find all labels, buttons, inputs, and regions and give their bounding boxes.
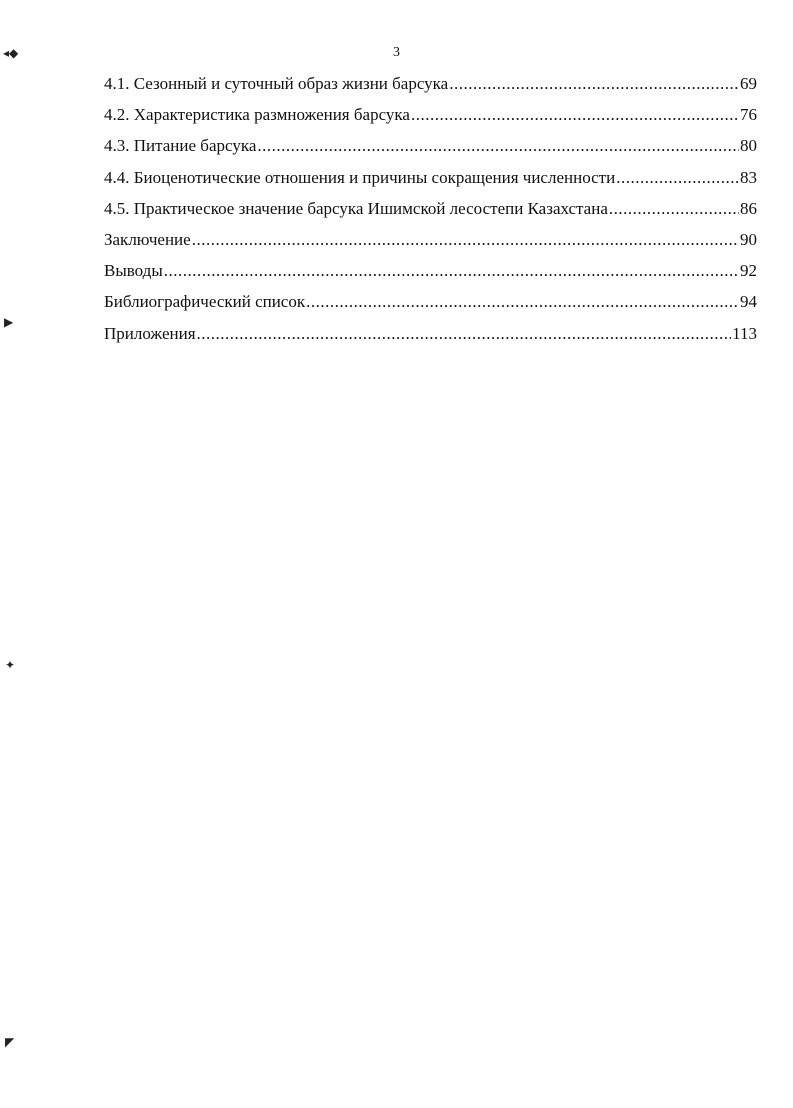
toc-dot-leader bbox=[192, 228, 739, 252]
toc-entry-title: 4.3. Питание барсука bbox=[104, 136, 257, 156]
toc-entry-page: 80 bbox=[740, 136, 757, 156]
toc-entry-title: Библиографический список bbox=[104, 292, 306, 312]
toc-entry-page: 83 bbox=[740, 167, 757, 187]
toc-entry-page: 92 bbox=[740, 261, 757, 281]
toc-entry bbox=[104, 166, 757, 197]
page-number: 3 bbox=[393, 45, 400, 60]
toc-entry-page: 86 bbox=[740, 198, 757, 218]
toc-dot-leader bbox=[197, 322, 732, 346]
toc-dot-leader bbox=[257, 134, 739, 158]
toc-entry-page: 76 bbox=[740, 105, 757, 125]
toc-entry-title: Заключение bbox=[104, 229, 191, 249]
toc-entry bbox=[104, 259, 757, 290]
toc-entry bbox=[104, 228, 757, 259]
binding-hole-mark-icon: ✦ bbox=[5, 658, 16, 672]
toc-entry-page: 90 bbox=[740, 229, 757, 249]
toc-entry-title: Выводы bbox=[104, 261, 163, 281]
toc-entry bbox=[104, 197, 757, 228]
toc-entry-title: Приложения bbox=[104, 323, 196, 343]
toc-entry-page: 113 bbox=[732, 323, 757, 343]
toc-entry bbox=[104, 103, 757, 134]
toc-entry-title: 4.2. Характеристика размножения барсука bbox=[104, 105, 410, 125]
toc-dot-leader bbox=[609, 197, 739, 221]
toc-dot-leader bbox=[616, 166, 739, 190]
binding-hole-mark-icon: ◤ bbox=[5, 1035, 15, 1049]
toc-entry bbox=[104, 72, 757, 103]
toc-entry-title: 4.4. Биоценотические отношения и причины сокращения численности bbox=[104, 167, 616, 187]
toc-dot-leader bbox=[164, 259, 739, 283]
table-of-contents bbox=[104, 72, 757, 353]
toc-dot-leader bbox=[306, 290, 739, 314]
toc-entry-page: 69 bbox=[740, 74, 757, 93]
toc-entry-title: 4.5. Практическое значение барсука Ишимской лесостепи Казахстана bbox=[104, 198, 608, 218]
toc-entry-title: 4.1. Сезонный и суточный образ жизни барсука bbox=[104, 74, 449, 93]
toc-dot-leader bbox=[449, 72, 739, 96]
binding-hole-mark-icon: ◂◆ bbox=[3, 46, 19, 60]
toc-dot-leader bbox=[411, 103, 739, 127]
toc-entry bbox=[104, 134, 757, 165]
toc-entry bbox=[104, 322, 757, 353]
toc-entry bbox=[104, 290, 757, 321]
binding-hole-mark-icon: ▶ bbox=[4, 315, 14, 329]
toc-entry-page: 94 bbox=[740, 292, 757, 312]
